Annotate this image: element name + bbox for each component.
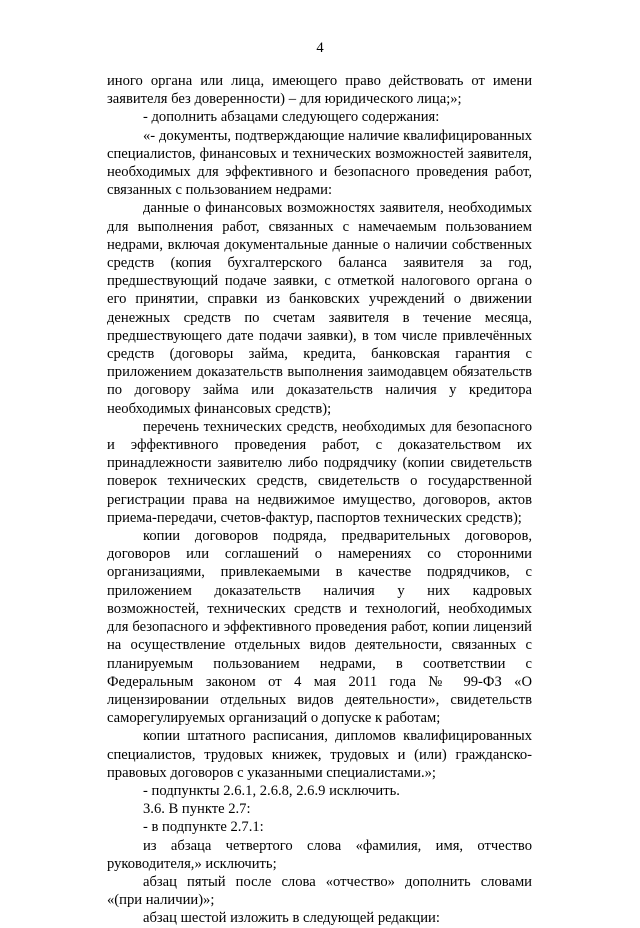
- paragraph: копии договоров подряда, предварительных договоров, договоров или соглашений о намерениях со сторонними организациями, привлекаемыми в качестве подрядчиков, с приложением доказательств наличия у них кадровых возможностей, технических средств и технологий, необходимых для безопасного и эффективного проведения работ, копии лицензий на осуществление отдельных видов деятельности, связанных с планируемым пользованием недрами, в соответствии с Федеральным законом от 4 мая 2011 года № 99-ФЗ «О лицензировании отдельных видов деятельности», свидетельств саморегулируемых организаций о допуске к работам;: [107, 528, 532, 727]
- paragraph: - в подпункте 2.7.1:: [143, 819, 264, 836]
- paragraph: абзац пятый после слова «отчество» дополнить словами «(при наличии)»;: [107, 873, 532, 909]
- paragraph: 3.6. В пункте 2.7:: [143, 801, 251, 818]
- document-body: [107, 72, 532, 928]
- paragraph: абзац шестой изложить в следующей редакции:: [143, 910, 440, 927]
- paragraph: перечень технических средств, необходимых для безопасного и эффективного проведения работ, с доказательством их принадлежности заявителю либо подрядчику (копии свидетельств поверок технических средств, свидетельств о государственной регистрации права на недвижимое имущество, договоров, актов приема-передачи, счетов-фактур, паспортов технических средств);: [107, 418, 532, 526]
- paragraph: «- документы, подтверждающие наличие квалифицированных специалистов, финансовых и технических возможностей заявителя, необходимых для эффективного и безопасного проведения работ, связанных с пользованием недрами:: [107, 127, 532, 199]
- paragraph: - дополнить абзацами следующего содержания:: [143, 109, 440, 126]
- paragraph: данные о финансовых возможностях заявителя, необходимых для выполнения работ, связанных с намечаемым пользованием недрами, включая документальные данные о наличии собственных средств (копия бухгалтерского баланса заявителя за год, предшествующий подаче заявки, с отметкой налогового органа о его принятии, справки из банковских учреждений о движении денежных средств по счетам заявителя в течение месяца, предшествующего дате подачи заявки), в том числе привлечённых средств (договоры займа, кредита, банковская гарантия с приложением доказательств выполнения заимодавцем обязательств по договору займа или доказательств наличия у кредитора необходимых финансовых средств);: [107, 200, 532, 417]
- paragraph: копии штатного расписания, дипломов квалифицированных специалистов, трудовых книжек, трудовых и (или) гражданско-правовых договоров с указанными специалистами.»;: [107, 728, 532, 781]
- page-number: 4: [316, 40, 324, 56]
- paragraph: иного органа или лица, имеющего право действовать от имени заявителя без доверенности) – для юридического лица;»;: [107, 73, 532, 108]
- paragraph: из абзаца четвертого слова «фамилия, имя, отчество руководителя,» исключить;: [107, 837, 532, 872]
- paragraph: - подпункты 2.6.1, 2.6.8, 2.6.9 исключить.: [143, 782, 400, 799]
